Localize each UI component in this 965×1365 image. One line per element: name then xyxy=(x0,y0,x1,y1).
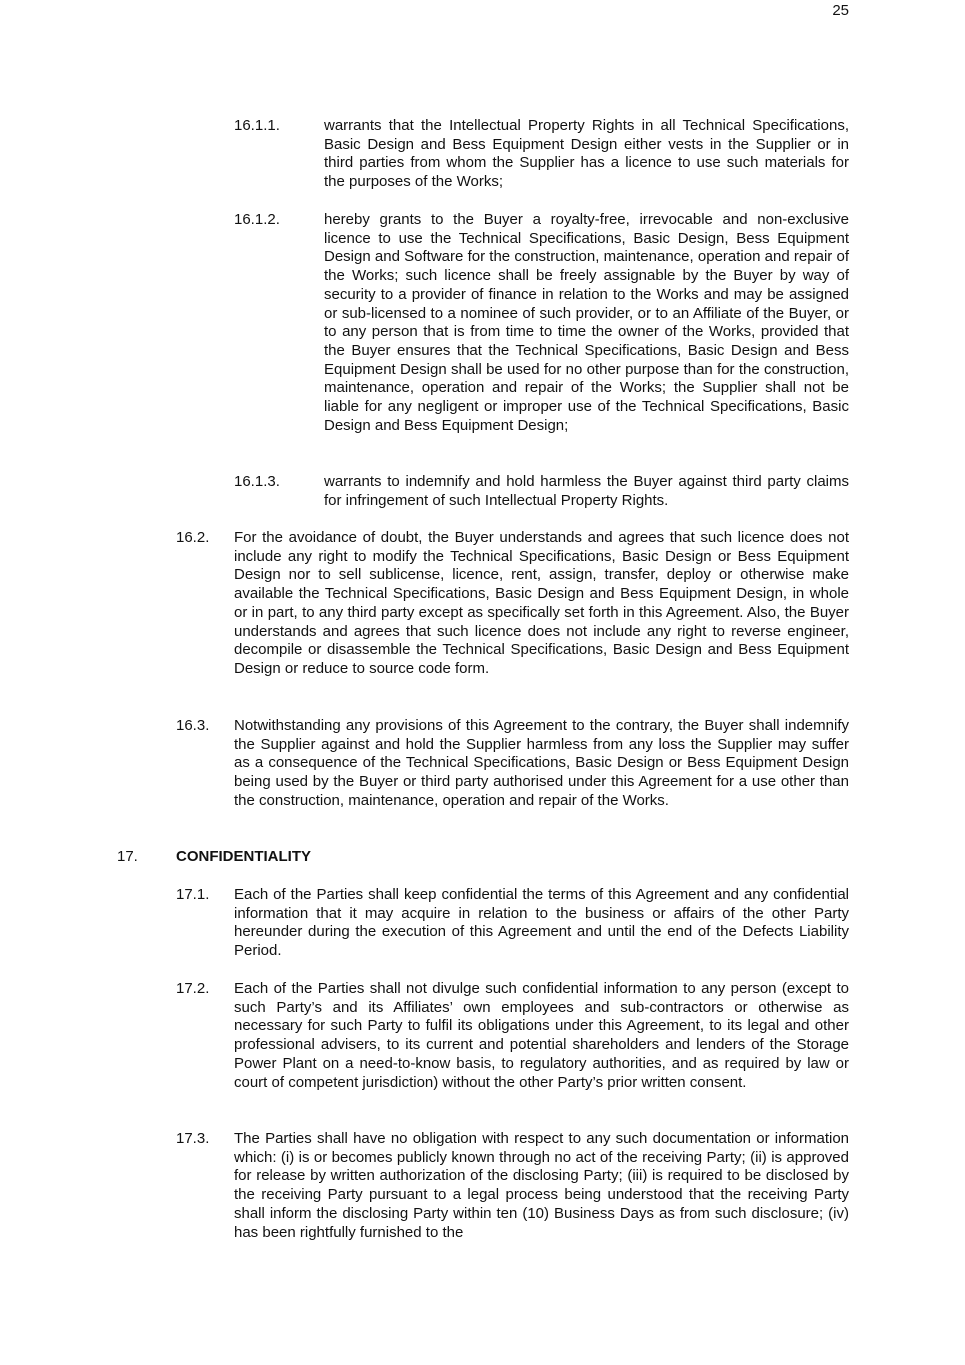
clause-text: warrants that the Intellectual Property Rights in all Technical Specifications, Basic Design and Bess Equipment Design either vests in the Supplier or in third parties from whom the Supplier has a licence to use such materials for the purposes of the Works; xyxy=(324,117,849,191)
clause-number: 16.1.2. xyxy=(234,211,280,228)
clause-text: Notwithstanding any provisions of this Agreement to the contrary, the Buyer shall indemnify the Supplier against and hold the Supplier harmless from any loss the Supplier may suffer as a consequence of the Technical Specifications, Basic Design or Bess Equipment Design being used by the Buyer or third party authorised under this Agreement for a use other than the construction, maintenance, operation and repair of the Works. xyxy=(234,717,849,809)
clause-number: 17.2. xyxy=(176,980,210,997)
clause-text: warrants to indemnify and hold harmless the Buyer against third party claims for infringement of such Intellectual Property Rights. xyxy=(324,473,849,509)
clause-number: 16.1.1. xyxy=(234,117,280,134)
clause-number: 17.1. xyxy=(176,886,210,903)
page-number: 25 xyxy=(832,2,849,19)
clause-text: For the avoidance of doubt, the Buyer understands and agrees that such licence does not include any right to modify the Technical Specifications, Basic Design or Bess Equipment Design nor to sell sublicense, licence, rent, assign, transfer, deploy or otherwise make available the Technical Specifications, Basic Design and Bess Equipment Design, in whole or in part, to any third party except as specifically set forth in this Agreement. Also, the Buyer understands and agrees that such licence does not include any right to reverse engineer, decompile or disassemble the Technical Specifications, Basic Design and Bess Equipment Design or reduce to source code form. xyxy=(234,529,849,677)
clause-number: 16.3. xyxy=(176,717,210,734)
clause-number: 16.1.3. xyxy=(234,473,280,490)
clause-number: 17.3. xyxy=(176,1130,210,1147)
section-17-number: 17. xyxy=(117,848,138,865)
clause-text: hereby grants to the Buyer a royalty-free, irrevocable and non-exclusive licence to use the Technical Specifications, Basic Design, Bess Equipment Design and Software for the construction, maintenance, operation and repair of the Works; such licence shall be freely assignable by the Buyer by way of security to a provider of finance in relation to the Works and may be assigned or sub-licensed to a nominee of such provider, or to an Affiliate of the Buyer, or to any person that is from time to time the owner of the Works, provided that the Buyer ensures that the Technical Specifications, Basic Design and Bess Equipment Design shall be used for no other purpose than for the construction, maintenance, operation and repair of the Works; the Supplier shall not be liable for any negligent or improper use of the Technical Specifications, Basic Design and Bess Equipment Design; xyxy=(324,211,849,434)
section-17-title: CONFIDENTIALITY xyxy=(176,848,311,865)
clause-number: 16.2. xyxy=(176,529,210,546)
clause-text: The Parties shall have no obligation with respect to any such documentation or information which: (i) is or becomes publicly known through no act of the receiving Party; (ii) is approved for release by written authorization of the disclosing Party; (iii) is required to be disclosed by the receiving Party pursuant to a legal process being understood that the receiving Party shall inform the disclosing Party within ten (10) Business Days as from such disclosure; (iv) has been rightfully furnished to the xyxy=(234,1130,849,1241)
clause-text: Each of the Parties shall not divulge such confidential information to any person (except to such Party’s and its Affiliates’ own employees and sub-contractors or otherwise as necessary for such Party to fulfil its obligations under this Agreement, to its legal and other professional advisers, to its current and potential shareholders and lenders of the Storage Power Plant on a need-to-know basis, to regulatory authorities, and as required by law or court of competent jurisdiction) without the other Party’s prior written consent. xyxy=(234,980,849,1091)
clause-text: Each of the Parties shall keep confidential the terms of this Agreement and any confidential information that it may acquire in relation to the business or affairs of the other Party hereunder during the execution of this Agreement and until the end of the Defects Liability Period. xyxy=(234,886,849,960)
